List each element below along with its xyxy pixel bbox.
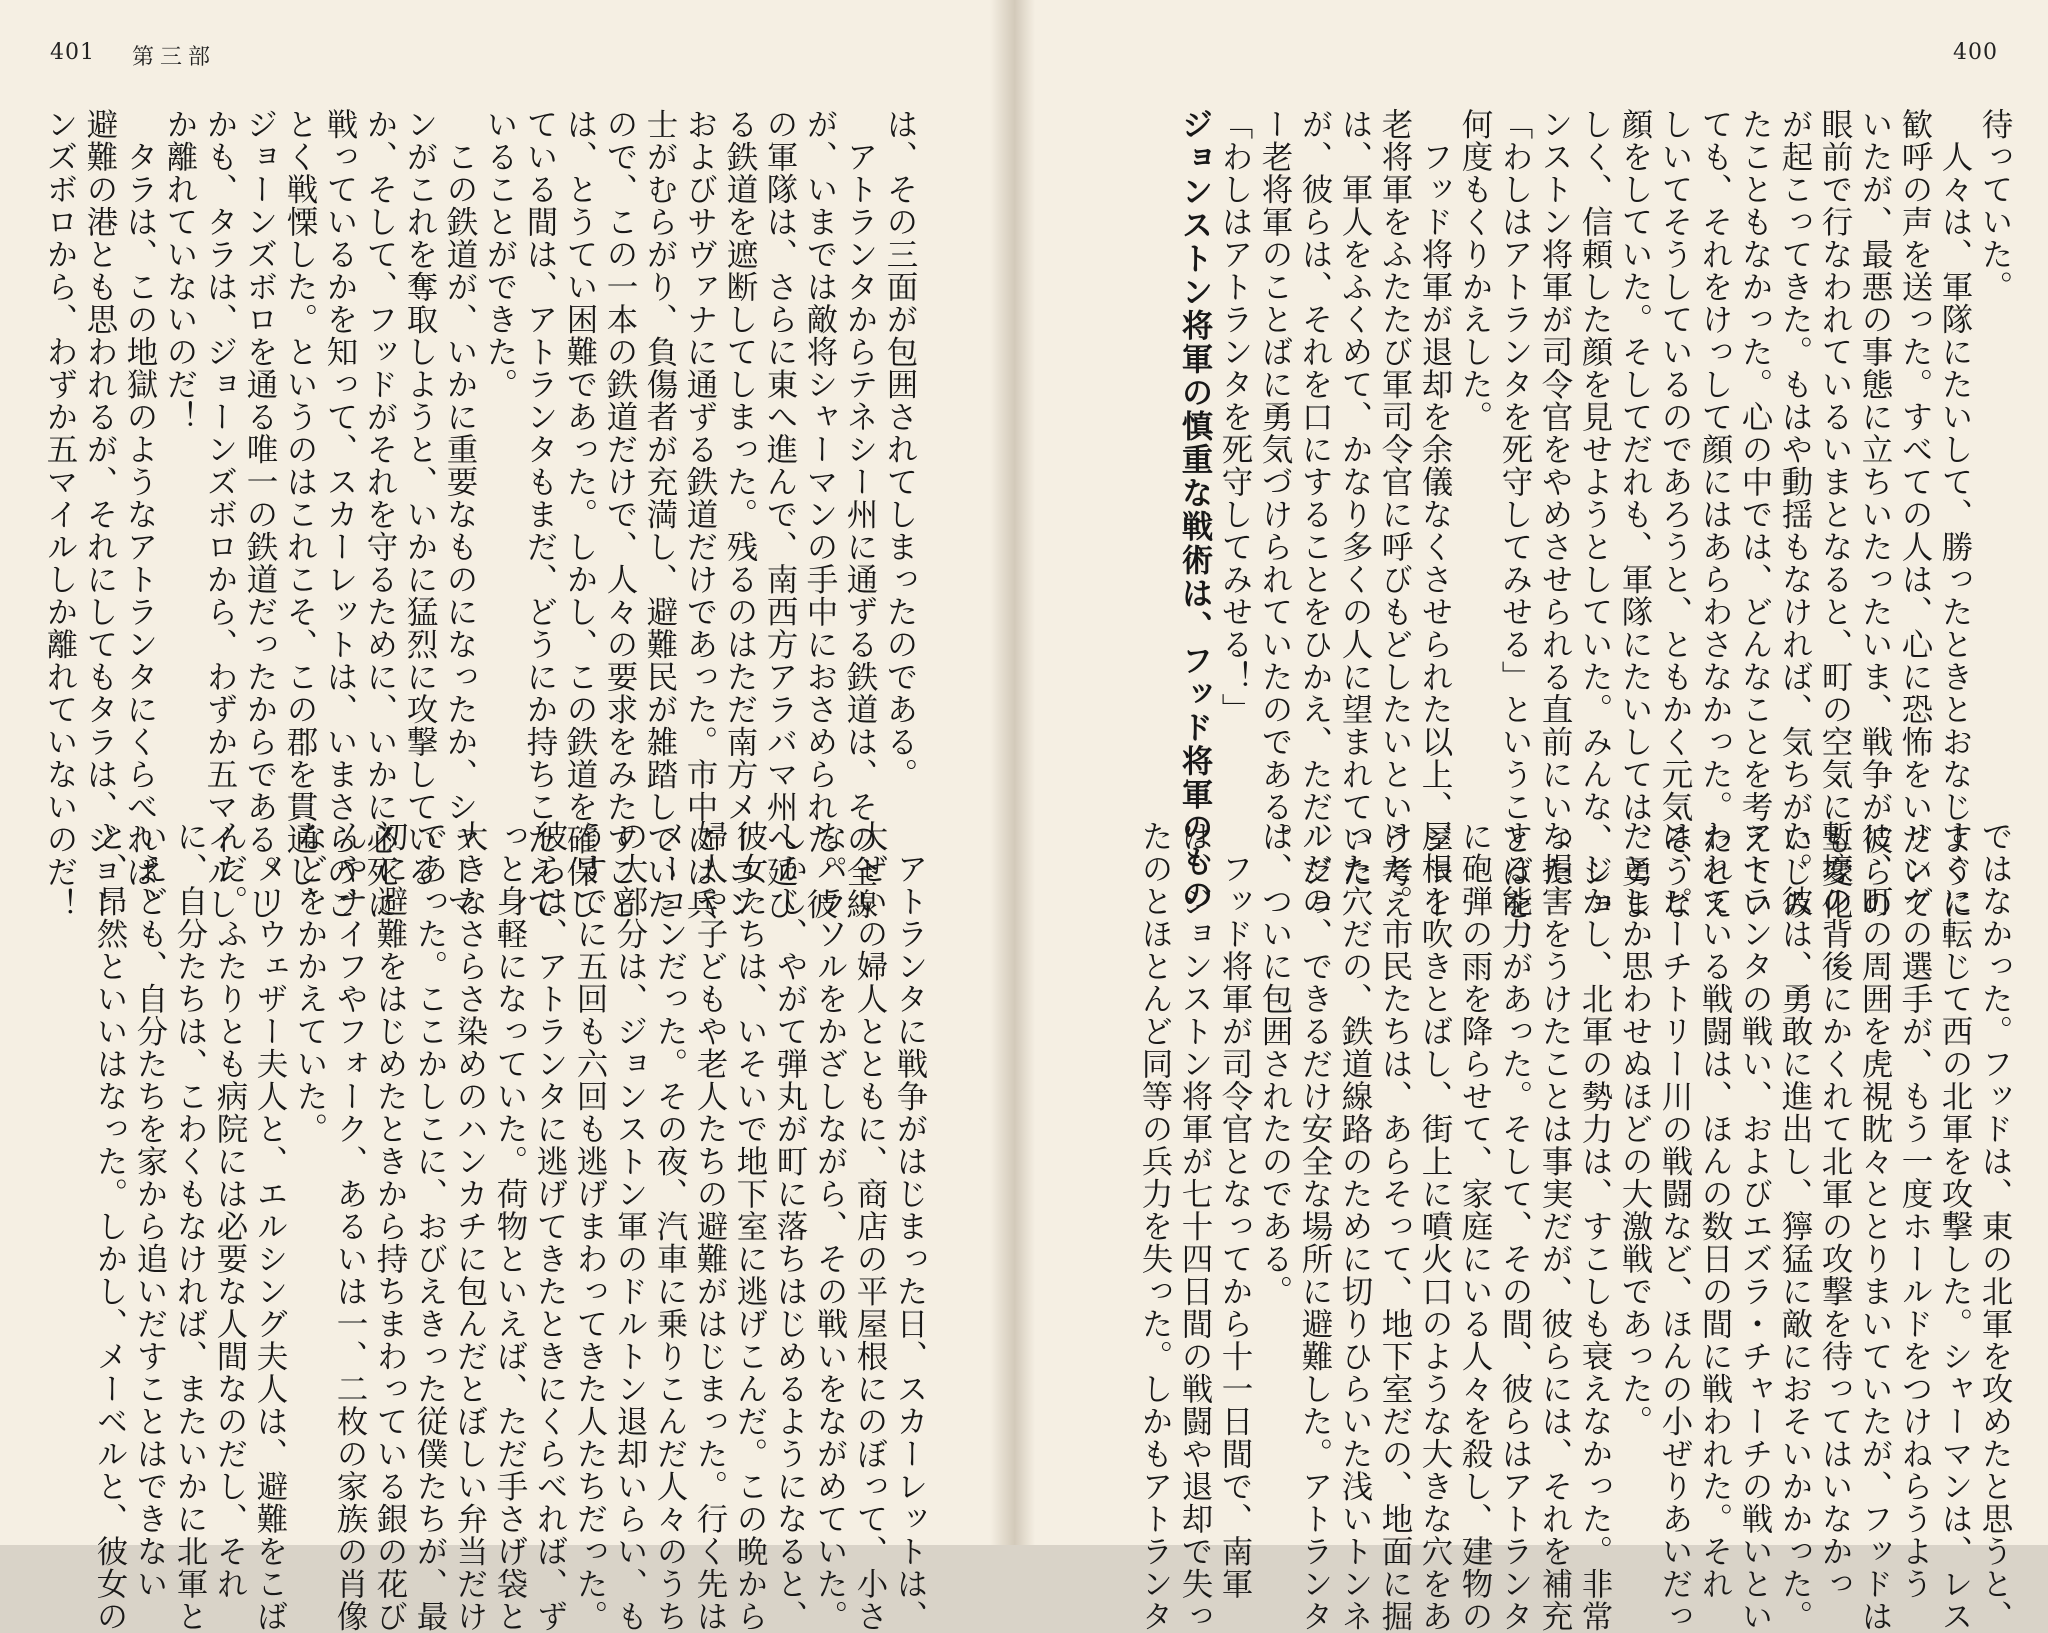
text-line: タラは、この地獄のようなアトランタにくらべれば、 (122, 108, 158, 921)
text-line: と、昂然といいはなった。しかし、メーベルと、彼女の (92, 820, 128, 1633)
text-line: 人々は、軍隊にたいして、勝ったときとおなじように (1937, 108, 1973, 921)
text-line: ルだの、できるだけ安全な場所に避難した。アトランタ (1297, 820, 1333, 1633)
text-line: た。彼は、勇敢に進出し、獰猛に敵におそいかかった。 (1777, 820, 1813, 1633)
text-line: は、軍人をふくめて、かなり多くの人に望まれていた (1337, 108, 1373, 888)
text-line: が、彼らは、それを口にすることをひかえ、ただ、ジョ (1297, 108, 1333, 921)
text-line: フッド将軍が退却を余儀なくさせられた以上、ジョー (1417, 108, 1453, 921)
text-line: 彼女たちは、いそいで地下室に逃げこんだ。この晩から (732, 820, 768, 1633)
text-line: は、その三面が包囲されてしまったのである。 (882, 108, 918, 791)
text-line: んだ。ふたりとも病院には必要な人間なのだし、それ (212, 820, 248, 1600)
text-line: アトランタに戦争がはじまった日、スカーレットは、 (892, 820, 928, 1633)
text-line: いえども、自分たちを家から追いだすことはできない (132, 820, 168, 1600)
text-line: んやナイフやフォーク、あるいは一、二枚の家族の肖像 (332, 820, 368, 1633)
text-line: は、ジョンストン将軍が七十四日間の戦闘や退却で失っ (1177, 820, 1213, 1633)
text-line: などをかかえていた。 (292, 820, 328, 1145)
text-line: か、そして、フッドがそれを守るために、いかに必死に (362, 108, 398, 921)
text-line: が、いまでは敵将シャーマンの手中におさめられた。彼 (802, 108, 838, 921)
text-line: けた。市民たちは、あらそって、地下室だの、地面に掘 (1377, 820, 1413, 1633)
text-line: リングの選手が、もう一度ホールドをつけねらうよう (1897, 820, 1933, 1600)
text-line: しいてそうしているのであろうと、ともかく元気そうな (1657, 108, 1693, 921)
text-line: たとしか思わせぬほどの大激戦であった。 (1617, 820, 1653, 1438)
text-line: 婦人や子どもや老人たちの避難がはじまった。行く先は (692, 820, 728, 1633)
right-top-text (1135, 108, 2015, 953)
text-line: アトランタの戦い、およびエズラ・チャーチの戦いとい (1737, 820, 1773, 1633)
text-line: 歓呼の声を送った。すべての人は、心に恐怖をいだいて (1897, 108, 1933, 921)
text-line: しかし、北軍の勢力は、すこしも衰えなかった。非常 (1577, 820, 1613, 1633)
text-line: すぐに転じて西の北軍を攻撃した。シャーマンは、レス (1937, 820, 1973, 1633)
text-line: に、町の周囲を虎視眈々ととりまいていたが、フッドは (1857, 820, 1893, 1633)
text-line: 士がむらがり、負傷者が充満し、避難民が雑踏していた (642, 108, 678, 921)
text-line: うすでに五回も六回も逃げまわってきた人たちだった。 (572, 820, 608, 1633)
text-line: ている間は、アトランタもまだ、どうにか持ちこたえて (522, 108, 558, 921)
left-page-number: 401 (50, 40, 95, 65)
text-line: の軍隊は、さらに東へ進んで、南西方アラバマ州へ延び (762, 108, 798, 921)
text-line: ではなかった。フッドは、東の北軍を攻めたと思うと、 (1977, 820, 2013, 1633)
text-line: たのとほとんど同等の兵力を失った。しかもアトランタ (1137, 820, 1173, 1633)
text-line: ジョーンズボロを通る唯一の鉄道だったからである。し (242, 108, 278, 921)
right-page-number: 400 (1953, 40, 1998, 65)
text-line: は、ピーチトリー川の戦闘など、ほんの小ぜりあいだっ (1657, 820, 1693, 1633)
text-line: 何度もくりかえした。 (1457, 108, 1493, 433)
text-line: 眼前で行なわれているいまとなると、町の空気にも変化 (1817, 108, 1853, 921)
text-line: 大きなさらさ染めのハンカチに包んだとぼしい弁当だけ (452, 820, 488, 1633)
text-line: が起こってきた。もはや動揺もなければ、気ちがいじみ (1777, 108, 1813, 921)
text-line: フッド将軍が司令官となってから十一日間で、南軍 (1217, 820, 1253, 1600)
text-line: とく戦慄した。というのはこれこそ、この郡を貫通し、 (282, 108, 318, 921)
text-line: この鉄道が、いかに重要なものになったか、シャーマ (442, 108, 478, 921)
right-bottom-text (1110, 820, 2015, 1633)
text-line: に砲弾の雨を降らせて、家庭にいる人々を殺し、建物の (1457, 820, 1493, 1633)
text-line: 屋根を吹きとばし、街上に噴火口のような大きな穴をあ (1417, 820, 1453, 1633)
text-line: かも、タラは、ジョーンズボロから、わずか五マイルし (202, 108, 238, 921)
text-line: 待っていた。 (1977, 108, 2013, 303)
section-heading: ジョンストン将軍の慎重な戦術は、フッド将軍のもの (1177, 108, 1214, 912)
text-line: およびサヴァナに通ずる鉄道だけであった。市中には兵 (682, 108, 718, 921)
text-line: 「わしはアトランタを死守してみせる」ということばを、 (1497, 108, 1533, 953)
text-line: たこともなかった。心の中では、どんなことを考えてい (1737, 108, 1773, 921)
left-top-text (42, 108, 920, 921)
text-line: する能力があった。そして、その間、彼らはアトランタ (1497, 820, 1533, 1633)
text-line: ても、それをけっして顔にはあらわさなかった。たとえ (1697, 108, 1733, 921)
text-line: は、ついに包囲されたのである。 (1257, 820, 1293, 1308)
text-line: った穴だの、鉄道線路のために切りひらいた浅いトンネ (1337, 820, 1373, 1633)
text-line: 老将軍をふたたび軍司令官に呼びもどしたいという考え (1377, 108, 1413, 921)
text-line: な損害をうけたことは事実だが、彼らには、それを補充 (1537, 820, 1573, 1633)
text-line: しく、信頼した顔を見せようとしていた。みんな、ジョ (1577, 108, 1613, 921)
text-line: 塹壕の背後にかくれて北軍の攻撃を待ってはいなかっ (1817, 820, 1853, 1600)
text-line: われている戦闘は、ほんの数日の間に戦われた。それ (1697, 820, 1733, 1600)
text-line: ー老将軍のことばに勇気づけられていたのである。 (1257, 108, 1293, 856)
text-line: ので、この一本の鉄道だけで、人々の要求をみたすこと (602, 108, 638, 921)
text-line: ンストン将軍が司令官をやめさせられる直前にいった (1537, 108, 1573, 888)
text-line: っと身軽になっていた。荷物といえば、ただ手さげ袋と (492, 820, 528, 1633)
text-line: の大部分は、ジョンストン軍のドルトン退却いらい、も (612, 820, 648, 1633)
text-line: メリウェザー夫人と、エルシング夫人は、避難をこば (252, 820, 288, 1633)
text-line: 顔をしていた。そしてだれも、軍隊にたいしては、勇ま (1617, 108, 1653, 921)
text-line: ンズボロから、わずか五マイルしか離れていないのだ！ (42, 108, 78, 921)
text-line: しかし、やがて弾丸が町に落ちはじめるようになると、 (772, 820, 808, 1633)
text-line: は、とうてい困難であった。しかし、この鉄道を確保し (562, 108, 598, 921)
book-gutter (990, 0, 1035, 1545)
text-line: 大ぜいの婦人とともに、商店の平屋根にのぼって、小さ (852, 820, 888, 1633)
text-line: いたが、最悪の事態に立ちいたったいま、戦争が彼らの (1857, 108, 1893, 921)
text-line: なパラソルをかざしながら、その戦いをながめていた。 (812, 820, 848, 1633)
text-line: ンがこれを奪取しようと、いかに猛烈に攻撃している (402, 108, 438, 888)
text-line: アトランタからテネシー州に通ずる鉄道は、その全線 (842, 108, 878, 921)
text-line: に、自分たちは、こわくもなければ、またいかに北軍と (172, 820, 208, 1633)
text-line: る鉄道を遮断してしまった。残るのはただ南方メーコン (722, 108, 758, 921)
text-line: であった。ここかしこに、おびえきった従僕たちが、最 (412, 820, 448, 1633)
part-title: 第三部 (132, 45, 217, 70)
text-line: 避難の港とも思われるが、それにしてもタラは、ジョー (82, 108, 118, 921)
text-line: メーコンだった。その夜、汽車に乗りこんだ人々のうち (652, 820, 688, 1633)
text-line: いることができた。 (482, 108, 518, 401)
text-line: 彼らは、アトランタに逃げてきたときにくらべれば、ず (532, 820, 568, 1633)
text-line: 戦っているかを知って、スカーレットは、いまさらのご (322, 108, 358, 921)
left-bottom-text (55, 820, 930, 1633)
text-line: 「わしはアトランタを死守してみせる！」 (1217, 108, 1253, 726)
text-line: 初に避難をはじめたときから持ちまわっている銀の花び (372, 820, 408, 1633)
left-page (0, 0, 1010, 1633)
text-line: か離れていないのだ！ (162, 108, 198, 433)
